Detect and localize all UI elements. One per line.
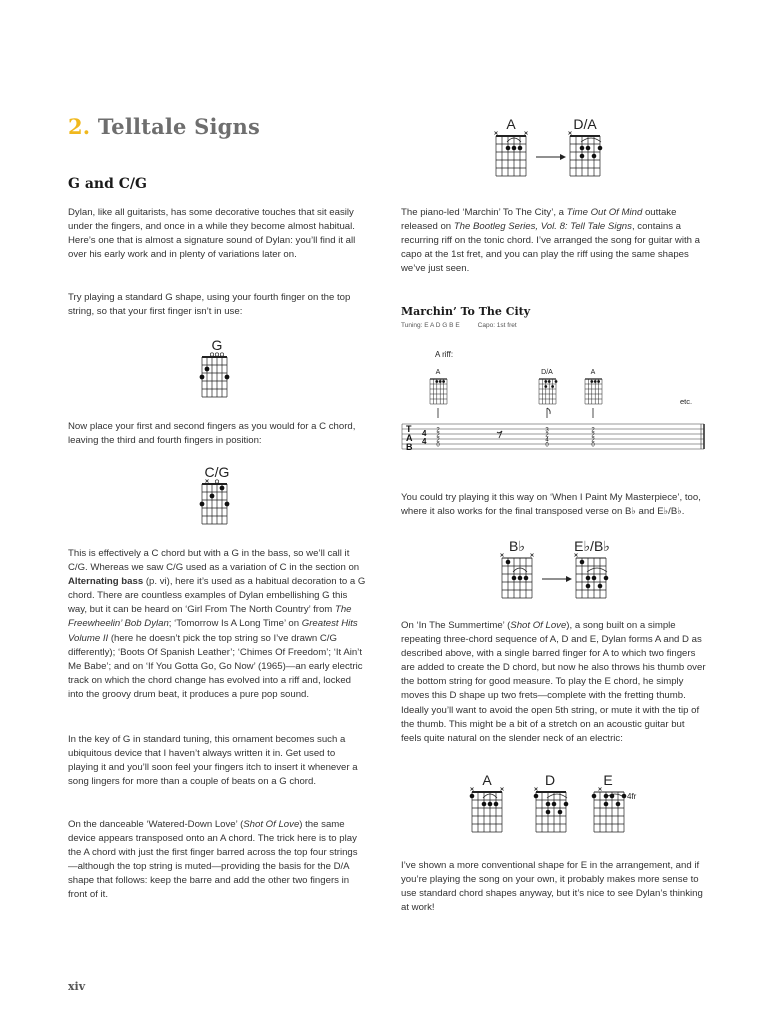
svg-text:2: 2 — [436, 432, 440, 439]
right-paragraph-3: On ‘In The Summertime’ (Shot Of Love), a song built on a simple repeating three-chord sequence of A, D and E, Dylan forms A and D as described above, with a single barred finger for A to which two fingers are added to create the D chord, but now he also throws his thumb over the bottom string for good measure. To play the E chord, he simply moves this D shape up two frets—complete with the fretting thumb. Ideally you’ll want to avoid the open 5th string, or mute it with the tip of the thumb. This might be a bit of a stretch on an acoustic guitar but feels quite natural on the slender neck of an electric: — [401, 620, 706, 744]
fret-position: 4fr — [627, 792, 637, 801]
cross-reference-link: Alternating bass — [68, 576, 144, 588]
chapter-title: Telltale Signs — [97, 114, 261, 139]
svg-text:A: A — [435, 369, 441, 376]
chapter-heading — [68, 114, 260, 139]
svg-text:D/A: D/A — [541, 369, 553, 376]
mini-chord-a-1 — [430, 369, 447, 404]
chord-name-b-flat: B♭ — [509, 538, 525, 554]
svg-text:3: 3 — [545, 427, 549, 434]
chord-name: C/G — [204, 464, 230, 480]
chord-diagram-g — [194, 335, 242, 403]
left-paragraph-3: Now place your first and second fingers as you would for a C chord, leaving the third and fourth fingers in position: — [68, 421, 356, 447]
eighth-rest — [497, 431, 502, 438]
left-paragraph-2: Try playing a standard G shape, using your fourth finger on the top string, so that your first finger isn’t in use: — [68, 292, 351, 318]
svg-text:4: 4 — [545, 437, 549, 444]
tuning-label: Tuning: E A D G B E — [401, 322, 460, 329]
song-meta — [401, 322, 535, 329]
left-paragraph-4: This is effectively a C chord but with a G in the bass, so we’ll call it C/G. Whereas we saw C/G used as a variation of C in the section on Alternating bass (p. vi), here it’s used as a habitual decoration to a G chord. There are countless examples of Dylan embellishing G this way, but it can be heard on ‘Girl From The North Country’ from The Freewheelin’ Bob Dylan; ‘Tomorrow Is A Long Time’ on Greatest Hits Volume II (here he doesn’t pick the top string so I’ve drawn C/G differently); ‘Boots Of Spanish Leather’; ‘Chimes Of Freedom’; ‘It Ain’t Me Babe’; and on ‘If You Gotta Go, Go Now’ (1965)—an early electric track on which the chord change has evolved into a riff and, locked into the groovy drum beat, it produces a pure pop sound. — [68, 548, 366, 700]
chord-name-e-flat-over-b-flat: E♭/B♭ — [574, 538, 610, 554]
chord-diagrams-a-d-e — [464, 770, 664, 842]
time-signature-bottom: 4 — [422, 437, 427, 446]
right-paragraph-2: You could try playing it this way on ‘When I Paint My Masterpiece’, too, where it also works for the final transposed verse on B♭ and E♭/B♭. — [401, 492, 701, 518]
mini-chord-a-2 — [585, 369, 602, 404]
svg-text:0: 0 — [545, 442, 549, 449]
section-heading: G and C/G — [68, 176, 147, 192]
chord-name-d: D — [544, 772, 556, 788]
right-paragraph-1: The piano-led ‘Marchin’ To The City’, a Time Out Of Mind outtake released on The Bootleg Series, Vol. 8: Tell Tale Signs, contains a recurring riff on the tonic chord. I’ve arranged the song for guitar with a capo at the 1st fret, and you can play the riff using the same shapes we’ve just seen. — [401, 207, 700, 275]
chord-diagrams-a-to-d-over-a — [488, 114, 618, 186]
svg-text:2: 2 — [591, 437, 595, 444]
chord-diagram-c-over-g — [194, 462, 242, 530]
svg-text:2: 2 — [436, 427, 440, 434]
capo-label: Capo: 1st fret — [477, 322, 517, 329]
left-paragraph-1: Dylan, like all guitarists, has some decorative touches that sit easily under the fingers, and once in a while they become almost habitual. Here’s one that is almost a signature sound of Dylan: you’ll find it all over his early work and in plenty of variations later on. — [68, 207, 356, 261]
left-paragraph-6: On the danceable ‘Watered-Down Love’ (Shot Of Love) the same device appears transposed onto an A chord. The trick here is to play the A chord with just the first finger barred across the top four strings—although the top string is muted—providing the basis for the D/A shape that follows: keep the barre and add the other two fingers in front of it. — [68, 819, 358, 901]
chord-name: G — [211, 337, 223, 353]
chord-name-d-over-a: D/A — [573, 116, 597, 132]
chapter-number: 2. — [68, 114, 91, 139]
etc-label: etc. — [680, 397, 693, 406]
svg-text:2: 2 — [545, 432, 549, 439]
riff-label: A riff: — [435, 350, 454, 359]
svg-text:2: 2 — [591, 432, 595, 439]
mini-chord-d-over-a — [539, 369, 557, 404]
chord-name-a: A — [482, 772, 492, 788]
riff-notation — [400, 340, 710, 460]
right-paragraph-4: I’ve shown a more conventional shape for E in the arrangement, and if you’re playing the song on your own, it probably makes more sense to use standard chord shapes anyway, but it’s nice to see Dylan’s thinking at work! — [401, 860, 703, 914]
tab-letter-t: T — [406, 424, 412, 434]
chord-diagrams-b-flat-to-e-flat-over-b-flat — [494, 536, 624, 608]
tab-letter-b: B — [406, 442, 413, 452]
time-signature-top: 4 — [422, 429, 427, 438]
song-title: Marchin’ To The City — [401, 305, 531, 318]
svg-text:2: 2 — [436, 437, 440, 444]
left-paragraph-5: In the key of G in standard tuning, this ornament becomes such a ubiquitous device that I haven’t always written it in. Get used to playing it and you’ll soon feel your fingers itch to insert it whenever a song lingers for more than a couple of beats on a G chord. — [68, 734, 358, 788]
tab-letter-a: A — [406, 433, 413, 443]
chord-name-e: E — [603, 772, 613, 788]
chord-name-a: A — [506, 116, 516, 132]
svg-text:0: 0 — [591, 442, 595, 449]
svg-text:2: 2 — [591, 427, 595, 434]
svg-text:A: A — [590, 369, 596, 376]
svg-text:0: 0 — [436, 442, 440, 449]
page-number: xiv — [68, 980, 86, 993]
